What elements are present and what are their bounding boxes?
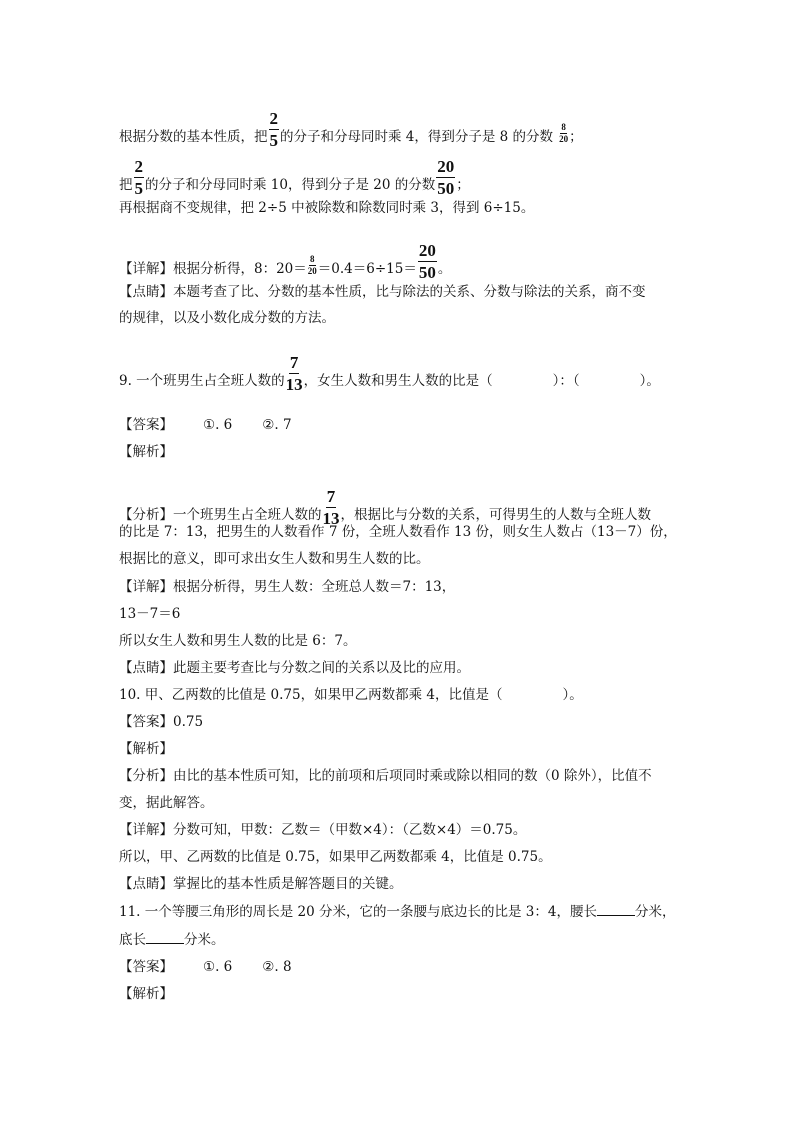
- text: ）：（: [552, 373, 580, 389]
- numerator: 20: [437, 157, 455, 176]
- text: ，根据比与分数的关系，可得男生的人数与全班人数: [340, 507, 651, 523]
- denominator: 50: [437, 179, 455, 198]
- denominator: 50: [418, 263, 436, 282]
- denominator: 13: [322, 509, 340, 528]
- text: 的分子和分母同时乘 4，得到分子是 8 的分数: [280, 129, 554, 145]
- answer-11: [119, 957, 292, 977]
- analysis-9-line-3: 根据比的意义，即可求出女生人数和男生人数的比。: [119, 551, 430, 567]
- text: ＝0.4＝6÷15＝: [317, 261, 417, 277]
- analysis-line-1: [119, 109, 583, 157]
- denominator: 20: [307, 266, 317, 276]
- comment-10: 【点睛】掌握比的基本性质是解答题目的关键。: [119, 876, 403, 892]
- text: 底长: [119, 932, 146, 948]
- numerator: 2: [269, 109, 278, 128]
- numerator: 7: [289, 353, 299, 372]
- text: ）。: [639, 373, 660, 389]
- text: 【详解】根据分析得，8：20＝: [119, 261, 307, 277]
- fraction: [418, 242, 437, 281]
- detail-9-line-1: 【详解】根据分析得，男生人数：全班总人数＝7：13，: [119, 579, 456, 595]
- fraction: [269, 110, 280, 149]
- fraction: [134, 158, 145, 197]
- answer-blank[interactable]: [146, 929, 184, 944]
- text: 10. 甲、乙两数的比值是 0.75，如果甲乙两数都乘 4，比值是（: [119, 687, 503, 703]
- text: 9. 一个班男生占全班人数的: [119, 373, 285, 389]
- answer-value: ①. 6: [203, 959, 233, 975]
- answer-value: ②. 7: [262, 417, 292, 433]
- analysis-9-line-2: 的比是 7：13，把男生的人数看作 7 份，全班人数看作 13 份，则女生人数占（13－7）份，: [119, 524, 677, 540]
- text: 的分子和分母同时乘 10，得到分子是 20 的分数: [145, 177, 436, 193]
- text: ）。: [562, 687, 583, 703]
- text: 11. 一个等腰三角形的周长是 20 分米，它的一条腰与底边长的比是 3：4，腰长: [119, 904, 597, 920]
- question-11-line-2: [119, 929, 225, 950]
- fraction: [559, 123, 568, 144]
- question-11-line-1: [119, 901, 676, 922]
- analysis-10-line-1: 【分析】由比的基本性质可知，比的前项和后项同时乘或除以相同的数（0 除外），比值不: [119, 768, 652, 784]
- detail-9-line-3: 所以女生人数和男生人数的比是 6：7。: [119, 633, 357, 649]
- comment-line-2: 的规律，以及小数化成分数的方法。: [119, 310, 335, 326]
- denominator: 5: [269, 131, 278, 150]
- answer-value: ②. 8: [262, 959, 292, 975]
- answer-label: 【答案】: [119, 417, 173, 433]
- detail-10-line-1: 【详解】分数可知，甲数：乙数＝（甲数×4）：（乙数×4）＝0.75。: [119, 822, 527, 838]
- fraction: [308, 255, 317, 276]
- analysis-line-3: 再根据商不变规律，把 2÷5 中被除数和除数同时乘 3，得到 6÷15。: [119, 200, 535, 216]
- answer-9: [119, 415, 292, 435]
- analysis-label: 【解析】: [119, 986, 173, 1002]
- fraction: [286, 354, 303, 393]
- text: ；: [456, 177, 470, 193]
- question-9: [119, 353, 660, 401]
- text: ；: [569, 129, 583, 145]
- answer-label: 【答案】: [119, 959, 173, 975]
- text: 把: [119, 177, 133, 193]
- text: 分米，: [635, 904, 676, 920]
- comment-line-1: 【点睛】本题考查了比、分数的基本性质，比与除法的关系、分数与除法的关系，商不变: [119, 284, 646, 300]
- detail-9-line-2: 13－7＝6: [119, 606, 181, 622]
- text: 【分析】一个班男生占全班人数的: [119, 507, 322, 523]
- denominator: 5: [134, 179, 143, 198]
- question-10: [119, 685, 583, 705]
- analysis-10-line-2: 变，据此解答。: [119, 795, 214, 811]
- fraction: [436, 158, 455, 197]
- numerator: 7: [326, 487, 336, 506]
- text: 根据分数的基本性质，把: [119, 129, 268, 145]
- denominator: 20: [559, 134, 569, 144]
- comment-9: 【点睛】此题主要考查比与分数之间的关系以及比的应用。: [119, 660, 470, 676]
- text: 。: [437, 261, 452, 277]
- text: ，女生人数和男生人数的比是（: [303, 373, 493, 389]
- analysis-label: 【解析】: [119, 444, 173, 460]
- analysis-label: 【解析】: [119, 741, 173, 757]
- denominator: 13: [285, 375, 303, 394]
- numerator: 20: [418, 241, 436, 260]
- numerator: 8: [310, 254, 315, 264]
- answer-10: 【答案】0.75: [119, 714, 204, 730]
- answer-blank[interactable]: [597, 901, 635, 916]
- text: 分米。: [184, 932, 225, 948]
- detail-10-line-2: 所以，甲、乙两数的比值是 0.75，如果甲乙两数都乘 4，比值是 0.75。: [119, 849, 552, 865]
- numerator: 2: [134, 157, 143, 176]
- answer-value: ①. 6: [203, 417, 233, 433]
- numerator: 8: [561, 122, 566, 132]
